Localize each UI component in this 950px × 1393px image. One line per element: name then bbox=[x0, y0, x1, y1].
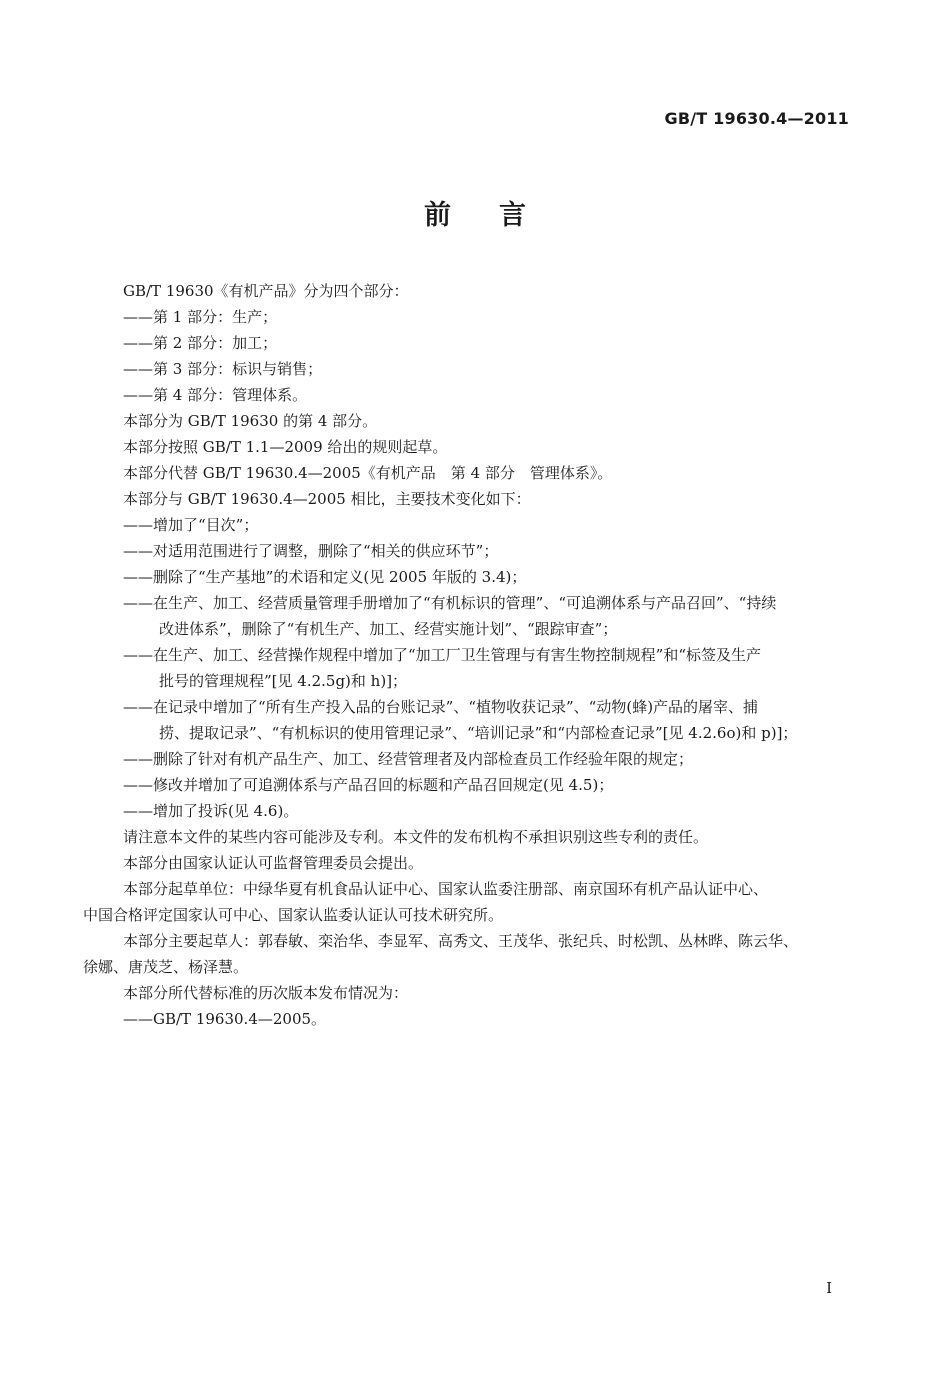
paragraph: 本部分与 GB/T 19630.4—2005 相比，主要技术变化如下： bbox=[123, 490, 531, 508]
list-item-continuation: 捞、提取记录”、“有机标识的使用管理记录”、“培训记录”和“内部检查记录”[见 4.2.6o)和 p)]； bbox=[159, 724, 798, 742]
foreword-body bbox=[83, 278, 855, 1032]
paragraph: 本部分所代替标准的历次版本发布情况为： bbox=[123, 984, 409, 1002]
paragraph: 本部分代替 GB/T 19630.4—2005《有机产品 第 4 部分 管理体系》。 bbox=[123, 464, 613, 482]
list-item: ——增加了“目次”； bbox=[123, 516, 259, 534]
list-item: ——删除了针对有机产品生产、加工、经营管理者及内部检查员工作经验年限的规定； bbox=[123, 750, 694, 768]
standard-number: GB/T 19630.4—2011 bbox=[664, 109, 849, 128]
paragraph: 本部分按照 GB/T 1.1—2009 给出的规则起草。 bbox=[123, 438, 448, 456]
page-number: I bbox=[826, 1279, 832, 1297]
list-item: ——在记录中增加了“所有生产投入品的台账记录”、“植物收获记录”、“动物(蜂)产品的屠宰、捕 bbox=[123, 698, 759, 716]
list-item: ——第 4 部分：管理体系。 bbox=[123, 386, 308, 404]
paragraph: 本部分由国家认证认可监督管理委员会提出。 bbox=[123, 854, 424, 872]
list-item: ——增加了投诉(见 4.6)。 bbox=[123, 802, 299, 820]
paragraph: 本部分主要起草人：郭春敏、栾治华、李显军、高秀文、王茂华、张纪兵、时松凯、丛林晔、陈云华、 bbox=[123, 932, 799, 950]
list-item: ——删除了“生产基地”的术语和定义(见 2005 年版的 3.4)； bbox=[123, 568, 527, 586]
list-item: ——GB/T 19630.4—2005。 bbox=[123, 1010, 327, 1028]
list-item: ——在生产、加工、经营质量管理手册增加了“有机标识的管理”、“可追溯体系与产品召回”、“持续 bbox=[123, 594, 777, 612]
list-item: ——第 2 部分：加工； bbox=[123, 334, 278, 352]
list-item: ——第 3 部分：标识与销售； bbox=[123, 360, 323, 378]
list-item-continuation: 改进体系”，删除了“有机生产、加工、经营实施计划”、“跟踪审查”； bbox=[159, 620, 618, 638]
list-item: ——修改并增加了可追溯体系与产品召回的标题和产品召回规定(见 4.5)； bbox=[123, 776, 614, 794]
list-item: ——对适用范围进行了调整，删除了“相关的供应环节”； bbox=[123, 542, 499, 560]
page-title: 前言 bbox=[424, 200, 574, 231]
paragraph: 请注意本文件的某些内容可能涉及专利。本文件的发布机构不承担识别这些专利的责任。 bbox=[123, 828, 709, 846]
paragraph: GB/T 19630《有机产品》分为四个部分： bbox=[123, 282, 409, 300]
list-item: ——在生产、加工、经营操作规程中增加了“加工厂卫生管理与有害生物控制规程”和“标签及生产 bbox=[123, 646, 762, 664]
list-item-continuation: 批号的管理规程”[见 4.2.5g)和 h)]； bbox=[159, 672, 408, 690]
paragraph: 本部分为 GB/T 19630 的第 4 部分。 bbox=[123, 412, 378, 430]
paragraph: 本部分起草单位：中绿华夏有机食品认证中心、国家认监委注册部、南京国环有机产品认证中心、 bbox=[123, 880, 769, 898]
paragraph-continuation: 中国合格评定国家认可中心、国家认监委认证认可技术研究所。 bbox=[83, 906, 504, 924]
paragraph-continuation: 徐娜、唐茂芝、杨泽慧。 bbox=[83, 958, 249, 976]
list-item: ——第 1 部分：生产； bbox=[123, 308, 278, 326]
